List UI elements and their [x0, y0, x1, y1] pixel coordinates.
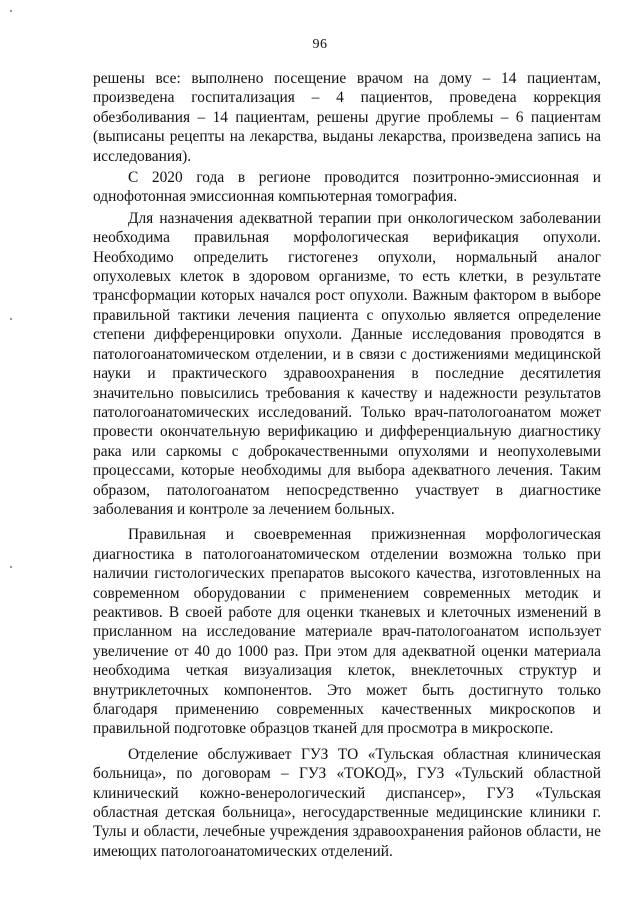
- paragraph: Отделение обслуживает ГУЗ ТО «Тульская областная клиническая больница», по договорам – ГУЗ «ТОКОД», ГУЗ «Тульский областной клинический кожно-венерологический диспансер», ГУЗ «Тульская областная детская больница», негосударственные медицинские клиники г. Тулы и области, лечебные учреждения здравоохранения районов области, не имеющих патологоанатомических отделений.: [93, 745, 601, 860]
- paragraph: решены все: выполнено посещение врачом на дому – 14 пациентам, произведена госпитализация – 4 пациентов, проведена коррекция обезболивания – 14 пациентам, решены другие проблемы – 6 пациентам (выписаны рецепты на лекарства, выданы лекарства, произведена запись на исследования).: [93, 70, 601, 165]
- paragraph: Для назначения адекватной терапии при онкологическом заболевании необходима правильная морфологическая верификация опухоли. Необходимо определить гистогенез опухоли, нормальный аналог опухолевых клеток в здоровом организме, то есть клетки, в результате трансформации которых начался рост опухоли. Важным фактором в выборе правильной тактики лечения пациента с опухолью является определение степени дифференцировки опухоли. Данные исследования проводятся в патологоанатомическом отделении, и в связи с достижениями медицинской науки и практического здравоохранения в последние десятилетия значительно повысились требования к качеству и надежности результатов патологоанатомических исследований. Только врач-патологоанатом может провести окончательную верификацию и дифференциальную диагностику рака или саркомы с доброкачественными опухолями и неопухолевыми процессами, которые необходимы для выбора адекватного лечения. Таким образом, патологоанатом непосредственно участвует в диагностике заболевания и контроле за лечением больных.: [93, 209, 601, 518]
- paragraph: С 2020 года в регионе проводится позитронно-эмиссионная и однофотонная эмиссионная компьютерная томография.: [93, 169, 601, 206]
- page-number: 96: [312, 37, 328, 52]
- scan-speck: [10, 566, 12, 568]
- body-text: [93, 69, 601, 863]
- paragraph: Правильная и своевременная прижизненная морфологическая диагностика в патологоанатомическом отделении возможна только при наличии гистологических препаратов высокого качества, изготовленных на современном оборудовании с применением современных методик и реактивов. В своей работе для оценки тканевых и клеточных изменений в присланном на исследование материале врач-патологоанатом использует увеличение от 40 до 1000 раз. При этом для адекватной оценки материала необходима четкая визуализация клеток, внеклеточных структур и внутриклеточных компонентов. Это может быть достигнуто только благодаря применению современных качественных микроскопов и правильной подготовке образцов тканей для просмотра в микроскопе.: [93, 526, 601, 738]
- scan-speck: [10, 10, 12, 12]
- scan-speck: [10, 318, 12, 320]
